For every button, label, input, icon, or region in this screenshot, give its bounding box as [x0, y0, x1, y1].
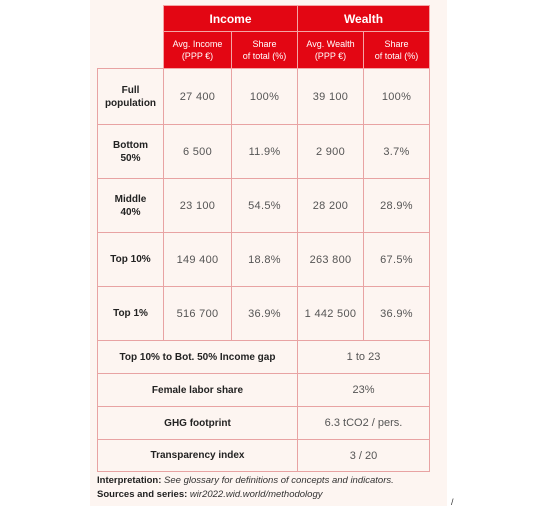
corner-blank	[98, 6, 164, 32]
interpretation-label: Interpretation:	[97, 475, 162, 486]
avg-wealth-header-text: Avg. Wealth (PPP €)	[306, 39, 355, 61]
summary-value: 6.3 tCO2 / pers.	[298, 407, 430, 440]
wealth-share-cell: 28.9%	[364, 179, 430, 233]
table-row	[98, 233, 430, 287]
summary-row	[98, 440, 430, 472]
income-share-cell: 100%	[232, 69, 298, 125]
income-share-cell: 11.9%	[232, 125, 298, 179]
income-group-header: Income	[164, 6, 298, 32]
avg-income-cell: 23 100	[164, 179, 232, 233]
row-label	[98, 69, 164, 125]
interpretation-text: See glossary for definitions of concepts and indicators.	[161, 475, 394, 486]
inequality-table	[97, 5, 430, 472]
avg-wealth-header	[298, 32, 364, 69]
avg-income-cell: 149 400	[164, 233, 232, 287]
summary-value: 3 / 20	[298, 440, 430, 472]
wealth-share-cell: 67.5%	[364, 233, 430, 287]
avg-income-cell: 6 500	[164, 125, 232, 179]
row-label	[98, 125, 164, 179]
wealth-share-cell: 3.7%	[364, 125, 430, 179]
avg-wealth-cell: 263 800	[298, 233, 364, 287]
row-label-text: Full population	[104, 84, 157, 109]
avg-wealth-cell: 1 442 500	[298, 287, 364, 341]
wealth-share-cell: 100%	[364, 69, 430, 125]
summary-row	[98, 341, 430, 374]
summary-label: Top 10% to Bot. 50% Income gap	[98, 341, 298, 374]
income-share-cell: 36.9%	[232, 287, 298, 341]
summary-label: GHG footprint	[98, 407, 298, 440]
avg-income-cell: 27 400	[164, 69, 232, 125]
income-share-header	[232, 32, 298, 69]
wealth-group-header: Wealth	[298, 6, 430, 32]
table-row	[98, 125, 430, 179]
row-label	[98, 179, 164, 233]
summary-value: 1 to 23	[298, 341, 430, 374]
avg-wealth-cell: 28 200	[298, 179, 364, 233]
avg-wealth-cell: 2 900	[298, 125, 364, 179]
summary-row	[98, 407, 430, 440]
sources-label: Sources and series:	[97, 489, 188, 500]
summary-row	[98, 374, 430, 407]
row-label: Top 1%	[98, 287, 164, 341]
wealth-share-cell: 36.9%	[364, 287, 430, 341]
avg-income-cell: 516 700	[164, 287, 232, 341]
summary-label: Female labor share	[98, 374, 298, 407]
income-share-cell: 18.8%	[232, 233, 298, 287]
table-row	[98, 179, 430, 233]
income-share-cell: 54.5%	[232, 179, 298, 233]
summary-label: Transparency index	[98, 440, 298, 472]
summary-value: 23%	[298, 374, 430, 407]
row-label: Top 10%	[98, 233, 164, 287]
income-share-header-text: Share of total (%)	[242, 39, 287, 61]
wealth-share-header	[364, 32, 430, 69]
avg-income-header	[164, 32, 232, 69]
corner-blank	[98, 32, 164, 69]
table-row	[98, 69, 430, 125]
table-row	[98, 287, 430, 341]
sources-text: wir2022.wid.world/methodology	[187, 489, 323, 500]
stray-mark: /	[451, 497, 454, 507]
wealth-share-header-text: Share of total (%)	[374, 39, 419, 61]
avg-wealth-cell: 39 100	[298, 69, 364, 125]
interpretation-note	[97, 475, 394, 486]
avg-income-header-text: Avg. Income (PPP €)	[172, 39, 223, 61]
row-label-text: Middle 40%	[114, 193, 147, 218]
row-label-text: Bottom 50%	[113, 139, 148, 164]
sources-note	[97, 489, 322, 500]
